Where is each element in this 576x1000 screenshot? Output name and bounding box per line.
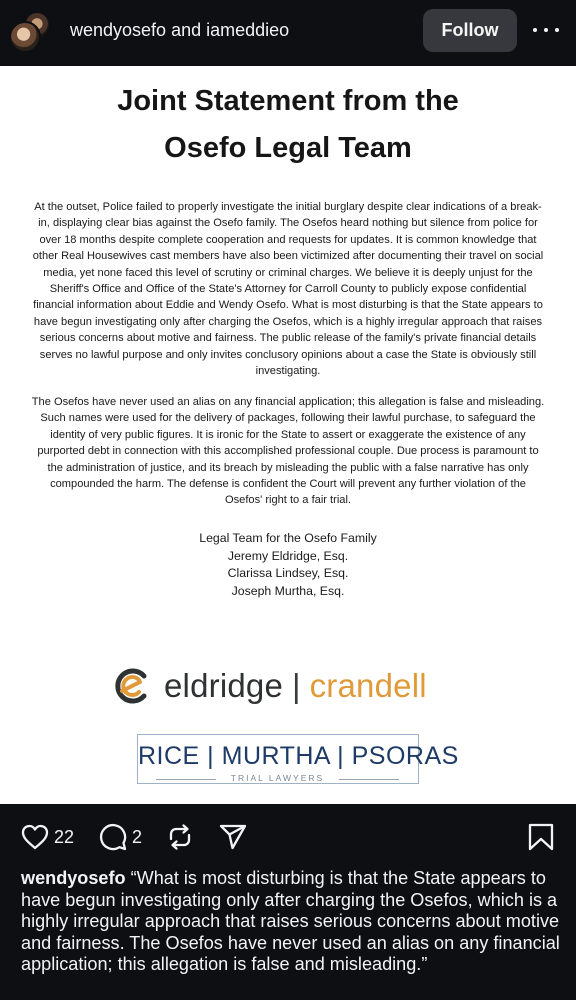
like-count: 22 <box>54 826 75 847</box>
logo-separator: | <box>292 667 301 704</box>
statement-title <box>0 78 576 172</box>
heart-icon <box>20 822 50 852</box>
post-caption <box>21 868 561 976</box>
more-horizontal-icon[interactable] <box>533 20 559 40</box>
repost-icon <box>165 822 195 852</box>
rice-murtha-psoras-logo <box>137 734 459 784</box>
share-icon <box>218 822 248 852</box>
action-bar <box>0 804 576 870</box>
avatar[interactable] <box>9 11 53 55</box>
avatar-primary <box>9 21 41 53</box>
comment-count: 2 <box>132 826 143 847</box>
logo-word-eldridge: eldridge <box>164 667 284 704</box>
signature-line: Legal Team for the Osefo Family <box>199 531 377 545</box>
repost-button[interactable] <box>165 822 195 852</box>
signature-line: Joseph Murtha, Esq. <box>231 583 345 598</box>
logo-word-crandell: crandell <box>309 667 427 704</box>
caption-username[interactable]: wendyosefo <box>21 868 126 888</box>
signature-line: Jeremy Eldridge, Esq. <box>227 548 349 563</box>
post-image[interactable] <box>0 66 576 804</box>
statement-title-line1: Joint Statement from the <box>117 85 459 117</box>
firm-name: RICE | MURTHA | PSORAS <box>138 742 459 770</box>
post-header <box>0 0 576 66</box>
like-button[interactable] <box>20 822 74 852</box>
firm-tagline: TRIAL LAWYERS <box>230 773 325 783</box>
save-button[interactable] <box>526 822 556 852</box>
bookmark-icon <box>526 822 556 852</box>
statement-paragraph-1: At the outset, Police failed to properly investigate the initial burglary despite clear indications of a break-in, displaying clear bias against the Osefo family. The Osefos heard nothing but silence from police for over 18 months despite complete cooperation and requests for updates. It is common knowledge that other Real Housewives cast members have also been victimized after documenting their travel on social media, yet none faced this level of scrutiny or criminal charges. We believe it is deeply unjust for the Sheriff's Office and Office of the State's Attorney for Carroll County to publicly expose confidential financial information about Eddie and Wendy Osefo. What is most disturbing is that the State appears to have begun investigating only after charging the Osefos, which is a highly irregular approach that raises serious concerns about motive and fairness. The public release of the family's private financial details serves no lawful purpose and only invites conclusory opinions about a case the State is obviously still investigating. <box>32 201 544 378</box>
eldridge-crandell-logo <box>110 664 427 708</box>
caption-text: “What is most disturbing is that the State appears to have begun investigating only after charging the Osefos, which is a highly irregular approach that raises serious concerns about motive and fairness. The Osefos have never used an alias on any financial application; this allegation is false and misleading.” <box>21 868 560 975</box>
comment-icon <box>98 822 128 852</box>
statement-title-line2: Osefo Legal Team <box>164 132 412 164</box>
share-button[interactable] <box>218 822 248 852</box>
comment-button[interactable] <box>98 822 142 852</box>
statement-signature <box>0 530 576 600</box>
account-handles[interactable]: wendyosefo and iameddieo <box>70 20 290 40</box>
follow-button[interactable]: Follow <box>423 9 517 52</box>
statement-paragraph-2: The Osefos have never used an alias on any financial application; this allegation is false and misleading. Such names were used for the delivery of packages, following their lawful purchase, to safeguard the identity of very public figures. It is ironic for the State to assert or exaggerate the existence of any purported debt in connection with this accomplished professional couple. Due process is paramount to the administration of justice, and its breach by misleading the public with a false narrative has only compounded the harm. The defense is confident the Court will prevent any further violation of the Osefos' right to a fair trial. <box>31 396 545 507</box>
eldridge-crandell-mark-icon <box>110 665 152 707</box>
signature-line: Clarissa Lindsey, Esq. <box>227 566 349 580</box>
